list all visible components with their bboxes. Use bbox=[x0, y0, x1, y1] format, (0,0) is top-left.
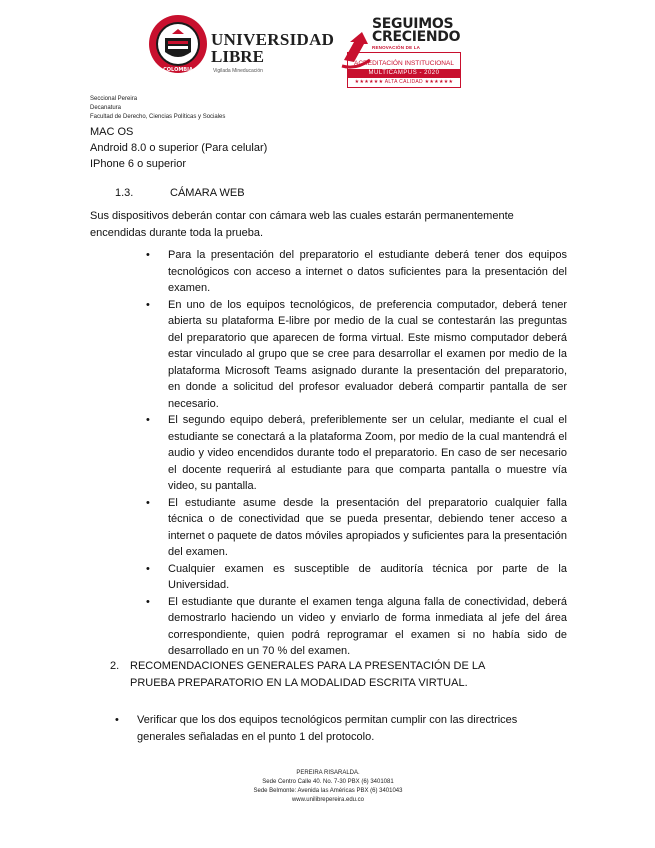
university-seal-logo bbox=[148, 14, 208, 76]
list-item: • El estudiante que durante el examen tenga alguna falla de conectividad, deberá demostrarlo haciendo un video y enviarlo de forma inmediata al jefe del área correspondiente, quien podrá reprogramar el examen si no había sido de desarrollado en un 70 % del examen. bbox=[140, 594, 567, 660]
list-item: • Para la presentación del preparatorio el estudiante deberá tener dos equipos tecnológicos con acceso a internet o datos suficientes para la presentación del examen. bbox=[140, 247, 567, 297]
section-2-number: 2. bbox=[110, 660, 120, 672]
requirements-list bbox=[140, 247, 567, 660]
recommendations-list bbox=[113, 712, 533, 745]
seal-country-text: COLOMBIA bbox=[163, 67, 193, 73]
section-heading-1-3 bbox=[115, 185, 245, 202]
campaign-title-line2: CRECIENDO bbox=[372, 29, 461, 45]
university-name-line1: UNIVERSIDAD bbox=[211, 30, 335, 49]
campaign-subtitle: RENOVACIÓN DE LA bbox=[372, 45, 421, 50]
campaign-title bbox=[372, 18, 460, 44]
meta-facultad: Facultad de Derecho, Ciencias Políticas y Sociales bbox=[90, 114, 226, 121]
footer-sede-centro: Sede Centro Calle 40. No. 7-30 PBX (6) 3401081 bbox=[262, 779, 394, 785]
meta-seccional: Seccional Pereira bbox=[90, 96, 138, 102]
footer-sede-belmonte: Sede Belmonte: Avenida las Américas PBX (6) 3401043 bbox=[253, 788, 403, 794]
list-item: • Verificar que los dos equipos tecnológicos permitan cumplir con las directrices generales señaladas en el punto 1 del protocolo. bbox=[113, 712, 533, 745]
list-item: • Cualquier examen es susceptible de auditoría técnica por parte de la Universidad. bbox=[140, 561, 567, 594]
university-tagline: Vigilada Mineducación bbox=[213, 68, 263, 74]
list-item: • El segundo equipo deberá, preferiblemente ser un celular, mediante el cual el estudiante se conectará a la plataforma Zoom, por medio de la cual mantendrá el audio y video encendidos durante todo el preparatorio. En caso de ser necesario el docente requerirá al estudiante para que comparta pantalla o muestre vía video, su pantalla. bbox=[140, 412, 567, 495]
os-iphone: IPhone 6 o superior bbox=[90, 158, 187, 170]
header-meta bbox=[90, 95, 225, 123]
footer-website[interactable]: www.unilibrepereira.edu.co bbox=[291, 797, 365, 803]
accreditation-line3: ★★★★★★ ALTA CALIDAD ★★★★★★ bbox=[354, 79, 454, 85]
page-footer bbox=[200, 769, 456, 805]
os-android: Android 8.0 o superior (Para celular) bbox=[90, 142, 268, 154]
meta-decanatura: Decanatura bbox=[90, 105, 122, 112]
section-intro: Sus dispositivos deberán contar con cámara web las cuales estarán permanentemente encendidas durante toda la prueba. bbox=[90, 210, 514, 239]
list-item: • En uno de los equipos tecnológicos, de preferencia computador, deberá tener abierta su plataforma E-libre por medio de la cual se contestarán las preguntas del preparatorio que aparecen de forma virtual. Este mismo computador deberá estar vinculado al grupo que se cree para desarrollar el examen por medio de la plataforma Microsoft Teams asignado durante la presentación del preparatorio, en donde a solicitud del profesor evaluador deberá compartir pantalla de ser necesario. bbox=[140, 297, 567, 413]
footer-city: PEREIRA RISARALDA. bbox=[296, 770, 360, 776]
section-heading-2 bbox=[110, 658, 530, 691]
university-name bbox=[211, 31, 334, 80]
os-requirements bbox=[90, 124, 267, 172]
accreditation-band: MULTICAMPUS - 2020 bbox=[348, 69, 460, 78]
campaign-title-line1: SEGUIMOS bbox=[372, 16, 454, 32]
section-2-title: RECOMENDACIONES GENERALES PARA LA PRESENTACIÓN DE LA PRUEBA PREPARATORIO EN LA MODALIDAD ESCRITA VIRTUAL. bbox=[130, 660, 485, 689]
os-mac: MAC OS bbox=[90, 126, 134, 138]
list-item: • El estudiante asume desde la presentación del preparatorio cualquier falla técnica o de conectividad que se pueda presentar, debiendo tener acceso a internet o paquete de datos móviles apropiados y suficientes para la presentación del examen. bbox=[140, 495, 567, 561]
section-title: CÁMARA WEB bbox=[170, 187, 245, 199]
university-name-line2: LIBRE bbox=[211, 47, 264, 66]
accreditation-line1: ACREDITACIÓN INSTITUCIONAL bbox=[354, 60, 454, 67]
section-number: 1.3. bbox=[115, 187, 134, 199]
